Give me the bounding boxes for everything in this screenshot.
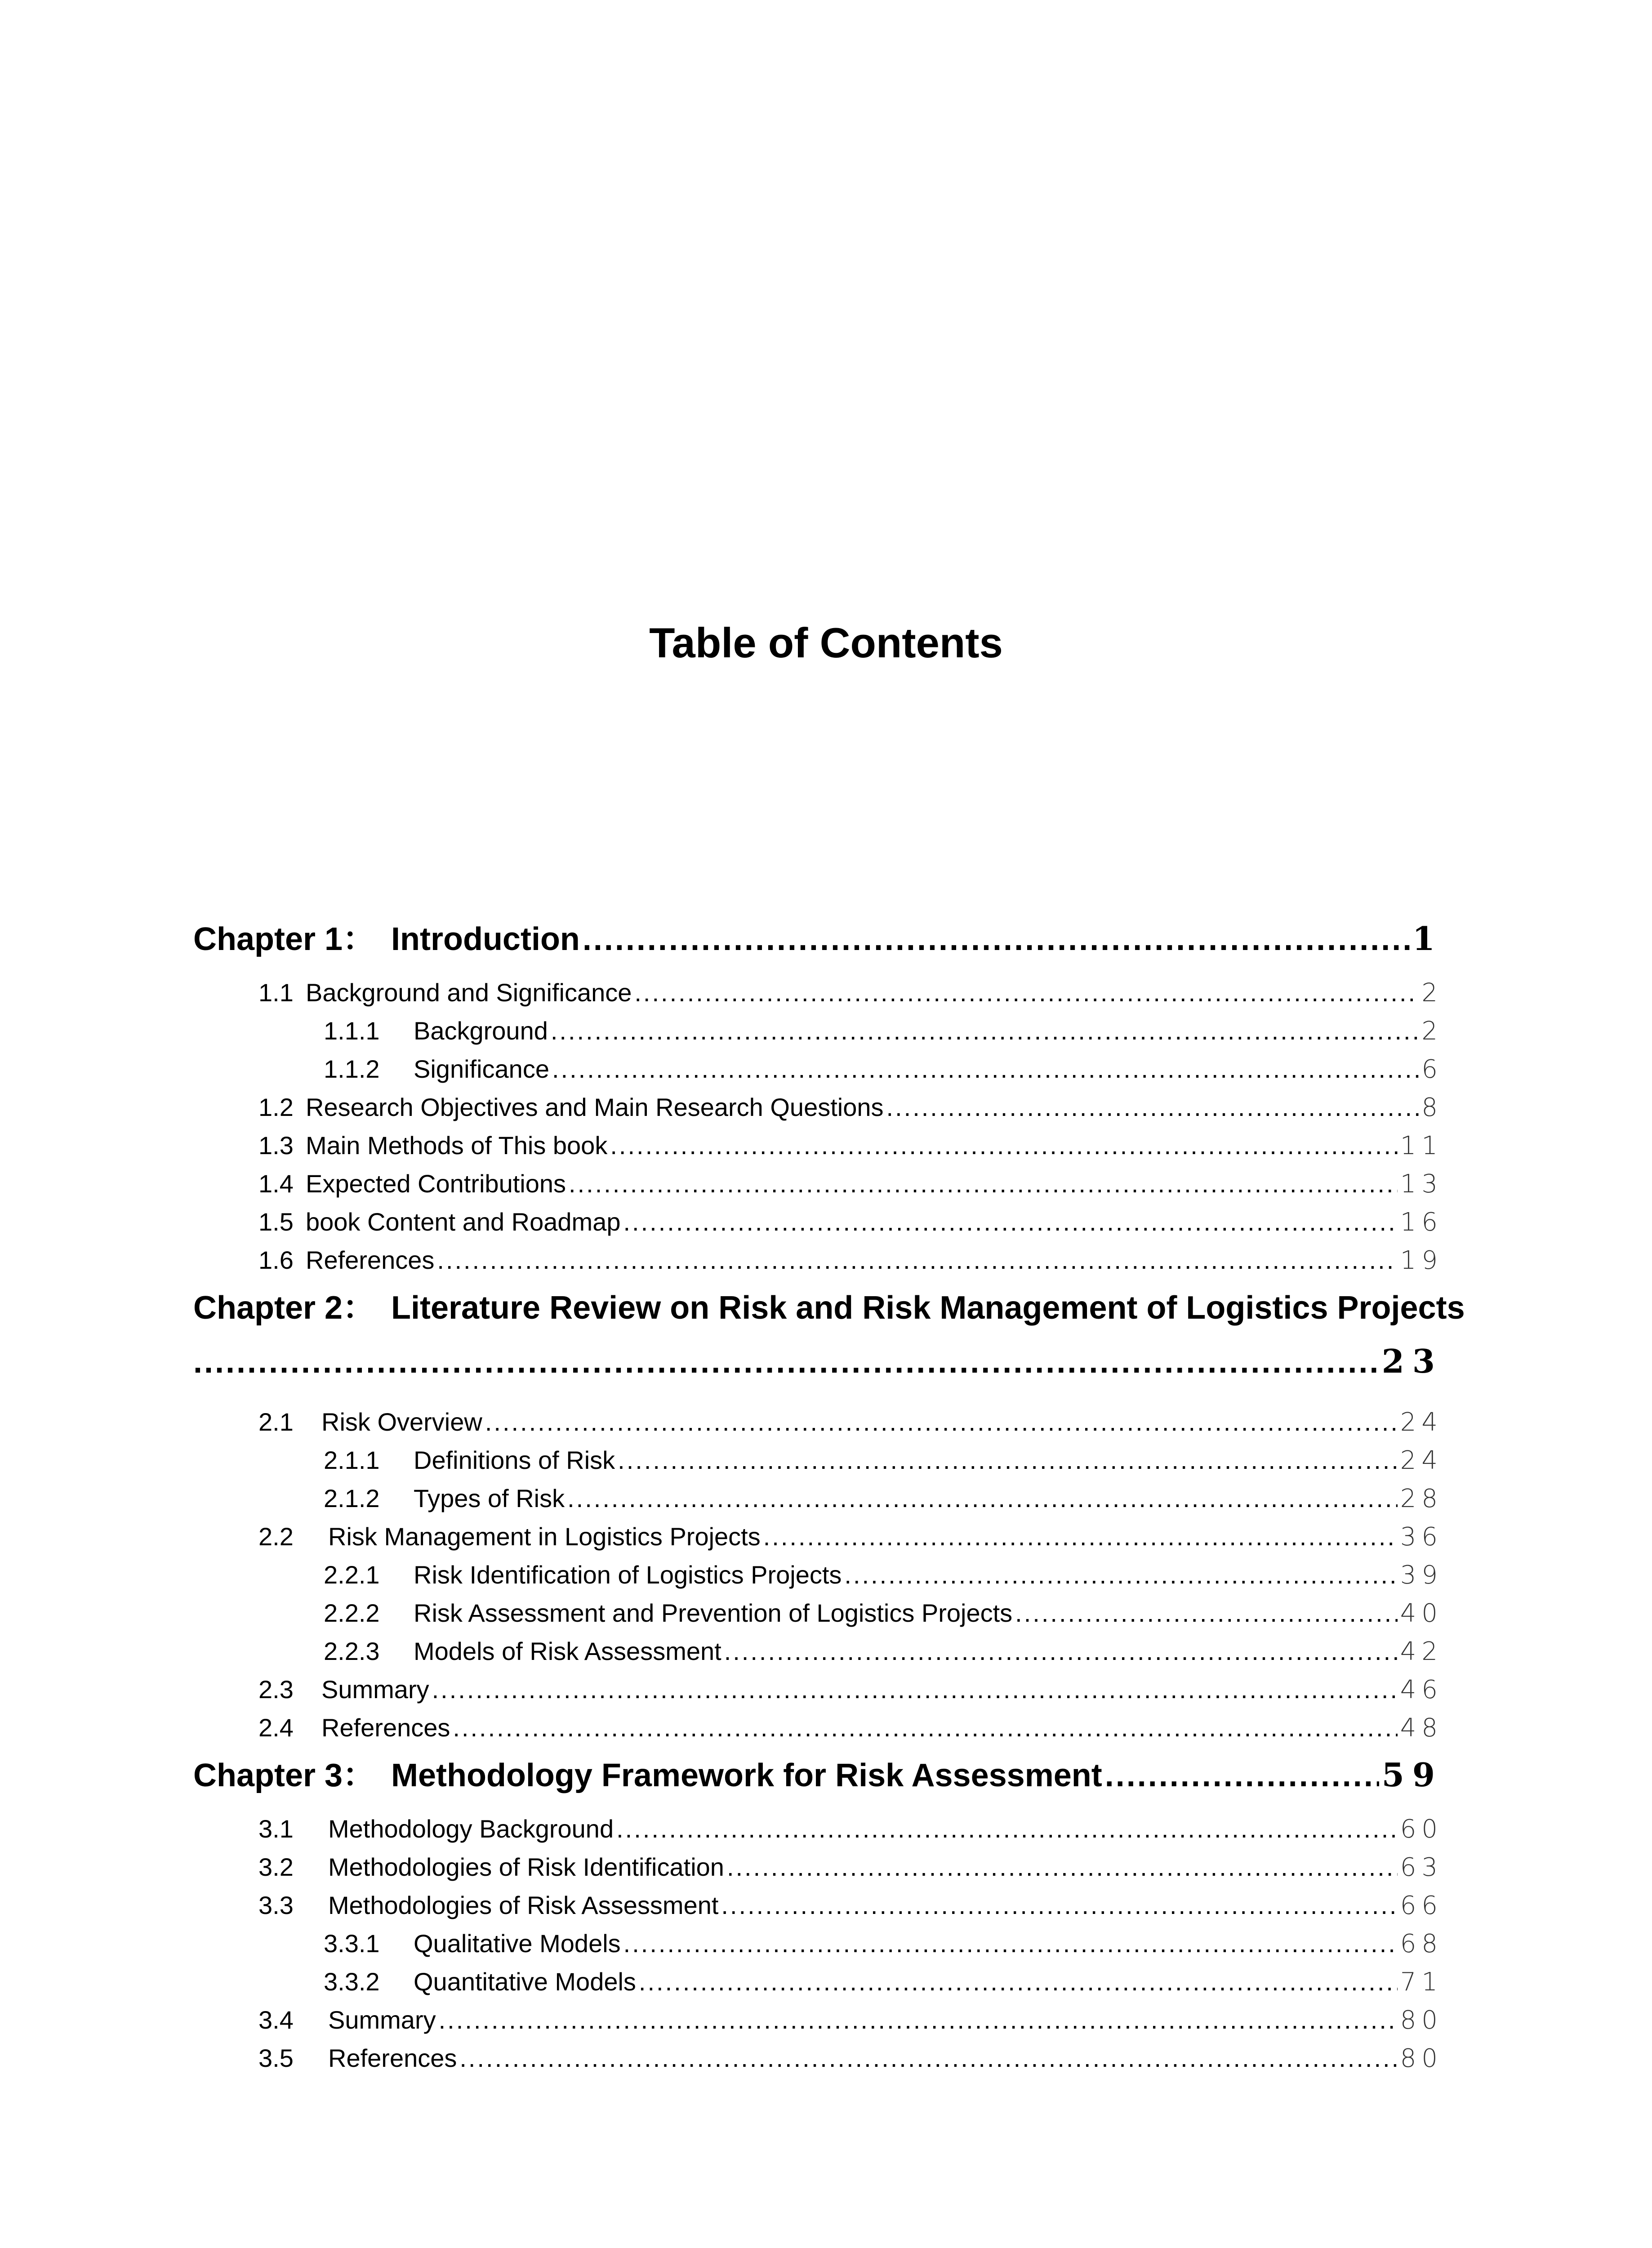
toc-entry-1-3[interactable]: [258, 1131, 1443, 1160]
chapter-number: Chapter 3：: [193, 1757, 375, 1793]
page-number: 1: [1412, 919, 1443, 958]
dot-leader: [432, 1675, 1398, 1704]
toc-entry-2-2-3[interactable]: [324, 1637, 1443, 1666]
dot-leader: [618, 1445, 1398, 1475]
section-number: 1.2: [258, 1093, 294, 1121]
section-number: 2.3: [258, 1675, 294, 1704]
page-number: 63: [1400, 1853, 1443, 1882]
page-number: 2: [1421, 978, 1443, 1008]
dot-leader: [727, 1852, 1398, 1882]
toc-entry-1-1-2[interactable]: [324, 1054, 1443, 1084]
toc-chapter-2-heading[interactable]: [193, 1281, 1465, 1328]
section-title: References: [306, 1246, 435, 1274]
section-title: Methodologies of Risk Assessment: [328, 1891, 719, 1919]
section-title: Models of Risk Assessment: [414, 1637, 721, 1665]
chapter-title: Literature Review on Risk and Risk Management of Logistics Projects: [391, 1290, 1465, 1326]
section-number: 2.2: [258, 1522, 294, 1551]
section-title: Methodology Background: [328, 1815, 614, 1843]
toc-entry-2-1-1[interactable]: [324, 1445, 1443, 1475]
dot-leader: [623, 1207, 1398, 1236]
section-number: 3.5: [258, 2044, 294, 2072]
page-number: 80: [1400, 2006, 1443, 2035]
section-title: Risk Management in Logistics Projects: [328, 1522, 761, 1551]
section-title: References: [321, 1713, 450, 1742]
dot-leader: [569, 1169, 1398, 1198]
section-title: Background and Significance: [306, 978, 632, 1007]
toc-entry-3-4[interactable]: [258, 2005, 1443, 2035]
section-number: 1.5: [258, 1208, 294, 1236]
toc-entry-2-2[interactable]: [258, 1522, 1443, 1552]
section-title: Expected Contributions: [306, 1169, 566, 1198]
dot-leader: [552, 1054, 1419, 1084]
dot-leader: [886, 1093, 1419, 1122]
toc-entry-3-3-2[interactable]: [324, 1967, 1443, 1997]
dot-leader: [763, 1522, 1398, 1551]
page-number: 66: [1400, 1891, 1443, 1920]
dot-leader: [193, 1343, 1379, 1380]
toc-entry-1-6[interactable]: [258, 1245, 1443, 1275]
toc-entry-2-3[interactable]: [258, 1675, 1443, 1704]
dot-leader: [485, 1407, 1398, 1436]
section-number: 3.3: [258, 1891, 294, 1919]
section-title: Background: [414, 1017, 548, 1045]
page-number: 80: [1400, 2044, 1443, 2073]
page-number: 2: [1421, 1017, 1443, 1046]
dot-leader: [439, 2005, 1398, 2034]
dot-leader: [623, 1929, 1398, 1958]
page-number: 24: [1400, 1408, 1443, 1437]
section-number: 1.3: [258, 1131, 294, 1160]
section-number: 3.2: [258, 1853, 294, 1881]
page-number: 13: [1400, 1169, 1443, 1199]
page-number: 39: [1400, 1561, 1443, 1590]
page-number: 59: [1381, 1756, 1443, 1794]
section-title: Qualitative Models: [414, 1929, 621, 1958]
dot-leader: [583, 921, 1410, 958]
section-title: Risk Assessment and Prevention of Logistics Projects: [414, 1599, 1013, 1627]
page-number: 24: [1400, 1446, 1443, 1475]
section-number: 2.2.3: [324, 1637, 380, 1665]
dot-leader: [610, 1131, 1397, 1160]
page-title: Table of Contents: [649, 619, 1003, 666]
toc-entry-2-2-1[interactable]: [324, 1560, 1443, 1590]
page-number: 42: [1400, 1637, 1443, 1666]
toc-entry-2-2-2[interactable]: [324, 1598, 1443, 1628]
page-number: 23: [1381, 1342, 1443, 1380]
dot-leader: [634, 978, 1419, 1007]
toc-chapter-3[interactable]: [193, 1749, 1443, 1796]
page-number: 68: [1400, 1929, 1443, 1958]
toc-entry-3-2[interactable]: [258, 1852, 1443, 1882]
toc-chapter-1[interactable]: [193, 913, 1443, 959]
page-number: 11: [1400, 1131, 1443, 1160]
toc-entry-2-1[interactable]: [258, 1407, 1443, 1437]
dot-leader: [724, 1637, 1398, 1666]
section-title: Types of Risk: [414, 1484, 565, 1512]
toc-entry-1-4[interactable]: [258, 1169, 1443, 1199]
section-title: Significance: [414, 1055, 549, 1083]
section-title: book Content and Roadmap: [306, 1208, 621, 1236]
toc-entry-3-3[interactable]: [258, 1891, 1443, 1920]
page-number: 46: [1400, 1675, 1443, 1704]
section-title: Research Objectives and Main Research Questions: [306, 1093, 884, 1121]
toc-entry-3-1[interactable]: [258, 1814, 1443, 1844]
chapter-number: Chapter 1：: [193, 921, 375, 957]
dot-leader: [616, 1814, 1398, 1843]
chapter-title: Methodology Framework for Risk Assessment: [391, 1757, 1102, 1793]
chapter-title: Introduction: [391, 921, 580, 957]
toc-entry-1-1-1[interactable]: [324, 1016, 1443, 1046]
section-number: 3.3.2: [324, 1967, 380, 1996]
dot-leader: [1015, 1598, 1398, 1628]
page-number: 16: [1400, 1208, 1443, 1237]
section-number: 1.1.2: [324, 1055, 380, 1083]
section-title: Risk Identification of Logistics Projects: [414, 1561, 842, 1589]
section-title: Quantitative Models: [414, 1967, 636, 1996]
chapter-number: Chapter 2：: [193, 1290, 375, 1326]
toc-entry-3-5[interactable]: [258, 2043, 1443, 2073]
dot-leader: [1105, 1757, 1379, 1794]
section-number: 2.4: [258, 1713, 294, 1742]
section-number: 3.1: [258, 1815, 294, 1843]
page-number: 71: [1400, 1967, 1443, 1997]
toc-entry-2-4[interactable]: [258, 1713, 1443, 1743]
section-number: 2.1: [258, 1408, 294, 1436]
dot-leader: [721, 1891, 1397, 1920]
dot-leader: [437, 1245, 1397, 1275]
toc-chapter-2-leader[interactable]: [193, 1342, 1443, 1380]
section-number: 3.3.1: [324, 1929, 380, 1958]
page-number: 60: [1400, 1815, 1443, 1844]
section-title: Definitions of Risk: [414, 1446, 615, 1474]
section-number: 1.1.1: [324, 1017, 380, 1045]
dot-leader: [639, 1967, 1398, 1996]
section-title: Methodologies of Risk Identification: [328, 1853, 724, 1881]
toc-entry-1-2[interactable]: [258, 1093, 1443, 1122]
dot-leader: [567, 1484, 1398, 1513]
page-number: 19: [1400, 1246, 1443, 1275]
section-title: Summary: [321, 1675, 429, 1704]
section-number: 2.2.1: [324, 1561, 380, 1589]
section-title: Risk Overview: [321, 1408, 482, 1436]
dot-leader: [459, 2043, 1397, 2073]
section-number: 1.6: [258, 1246, 294, 1274]
section-number: 2.2.2: [324, 1599, 380, 1627]
section-title: Main Methods of This book: [306, 1131, 608, 1160]
dot-leader: [844, 1560, 1397, 1589]
section-number: 3.4: [258, 2006, 294, 2034]
page-number: 40: [1400, 1599, 1443, 1628]
dot-leader: [551, 1016, 1419, 1045]
section-number: 1.1: [258, 978, 294, 1007]
page-number: 48: [1400, 1713, 1443, 1743]
page-number: 6: [1421, 1055, 1443, 1084]
toc-entry-2-1-2[interactable]: [324, 1484, 1443, 1513]
section-number: 1.4: [258, 1169, 294, 1198]
page-number: 8: [1421, 1093, 1443, 1122]
toc-entry-1-5[interactable]: [258, 1207, 1443, 1237]
toc-entry-1-1[interactable]: [258, 978, 1443, 1008]
page-number: 36: [1400, 1522, 1443, 1552]
section-number: 2.1.1: [324, 1446, 380, 1474]
toc-entry-3-3-1[interactable]: [324, 1929, 1443, 1958]
section-title: References: [328, 2044, 457, 2072]
page-number: 28: [1400, 1484, 1443, 1513]
dot-leader: [453, 1713, 1397, 1742]
section-title: Summary: [328, 2006, 436, 2034]
section-number: 2.1.2: [324, 1484, 380, 1512]
